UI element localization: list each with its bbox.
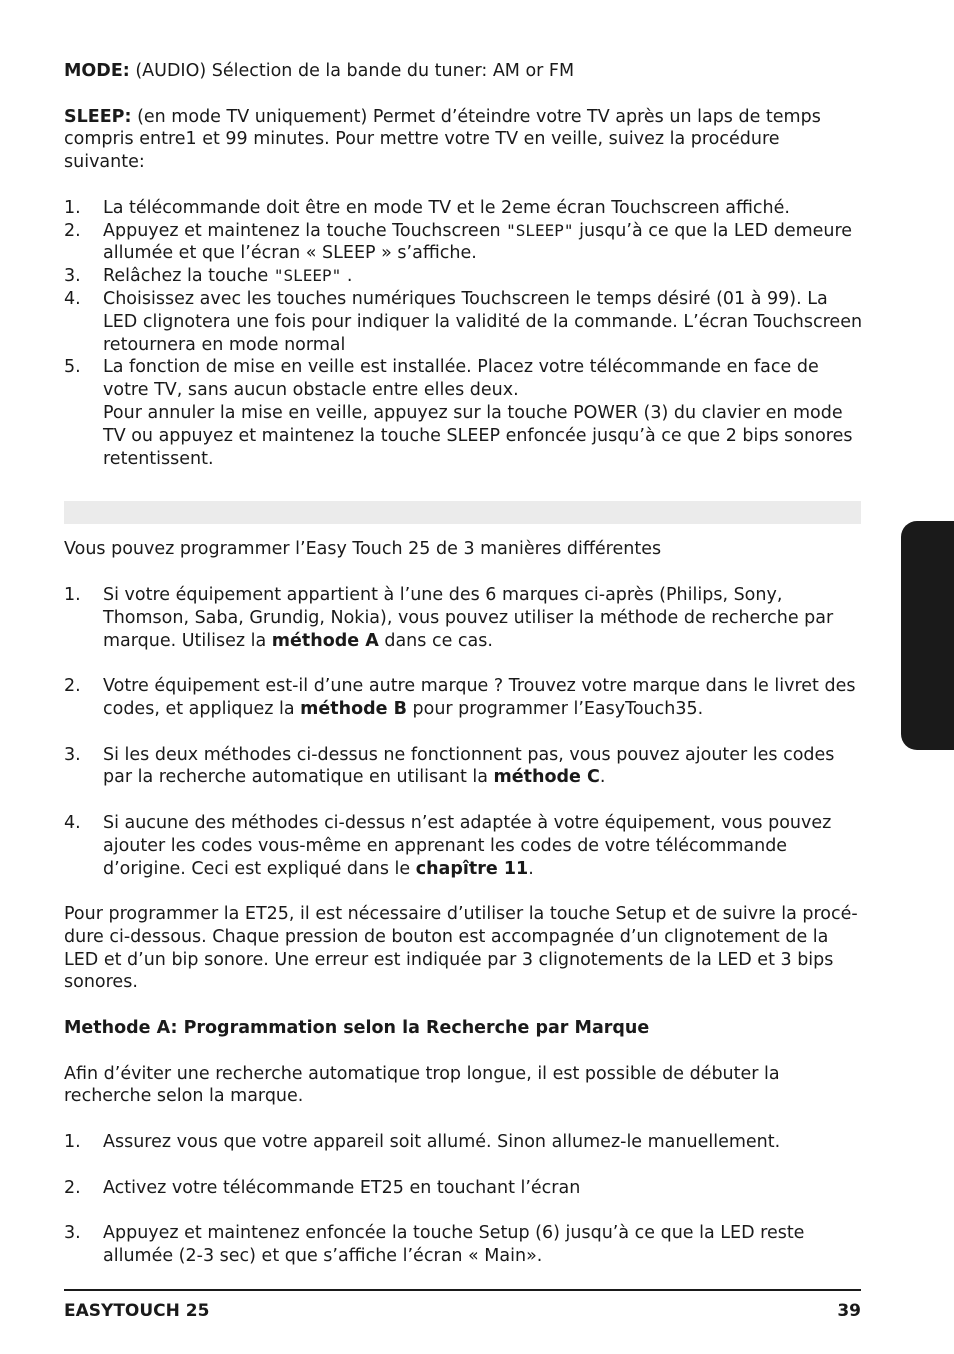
sleep-key-code: "SLEEP" <box>273 266 342 286</box>
list-number: 3. <box>64 266 81 287</box>
list-number: 3. <box>64 744 81 765</box>
list-number: 2. <box>64 676 81 697</box>
list-text: Appuyez et maintenez enfoncée la touche Setup (6) jusqu’à ce que la LED reste allumée (2-3 sec) et que s’affiche l’écran « Main». <box>103 1223 805 1267</box>
list-number: 2. <box>64 1177 81 1198</box>
chapter-side-tab <box>901 521 954 750</box>
list-text: . <box>599 767 606 788</box>
list-text: La télécommande doit être en mode TV et le 2eme écran Touchscreen affiché. <box>103 197 790 218</box>
list-text: La fonction de mise en veille est installée. Placez votre télécommande en face de votre TV, sans aucun obstacle entre elles deux. <box>103 357 819 401</box>
list-item <box>64 197 864 220</box>
list-text: Si les deux méthodes ci-dessus ne fonctionnent pas, vous pouvez ajouter les codes par la recherche automatique en utilisant la <box>103 744 835 788</box>
programming-intro: Vous pouvez programmer l’Easy Touch 25 de 3 manières différentes <box>64 539 662 560</box>
sleep-paragraph <box>64 106 864 174</box>
sleep-key-code: "SLEEP" <box>506 220 574 240</box>
list-item <box>64 584 864 652</box>
mode-text: (AUDIO) Sélection de la bande du tuner: AM or FM <box>129 61 575 81</box>
list-item <box>64 265 864 288</box>
list-text: . <box>528 858 534 879</box>
method-reference: méthode B <box>300 698 407 719</box>
sleep-steps-list <box>64 197 864 471</box>
method-a-heading-text: Methode A: Programmation selon la Recherche par Marque <box>64 1018 650 1039</box>
sleep-text: (en mode TV uniquement) Permet d’éteindre votre TV après un laps de temps compris entre1 et 99 minutes. Pour mettre votre TV en veille, suivez la procédure suivante: <box>64 106 821 173</box>
list-number: 5. <box>64 357 81 378</box>
programming-methods-list <box>64 584 864 880</box>
list-text: Assurez vous que votre appareil soit allumé. Sinon allumez-le manuellement. <box>103 1132 781 1153</box>
footer-product-name: EASYTOUCH 25 <box>64 1301 210 1321</box>
list-text: jusqu’à ce que la LED demeure allumée et que l’écran « SLEEP » s’affiche. <box>103 220 853 264</box>
section-divider-bar <box>64 501 861 524</box>
list-text: Relâchez la touche <box>103 266 274 287</box>
list-item <box>64 744 864 790</box>
list-item <box>64 1131 864 1154</box>
list-text: . <box>341 266 353 287</box>
mode-label: MODE: <box>64 61 130 81</box>
list-item <box>64 220 864 266</box>
footer-rule <box>64 1289 861 1291</box>
method-reference: méthode C <box>493 767 600 788</box>
cancel-sleep-text: Pour annuler la mise en veille, appuyez sur la touche POWER (3) du clavier en mode TV ou appuyez et maintenez la touche SLEEP enfoncée jusqu’à ce que 2 bips sonores retentissent. <box>103 402 853 469</box>
list-text: pour programmer l’EasyTouch35. <box>406 698 704 719</box>
list-text: Si aucune des méthodes ci-dessus n’est adaptée à votre équipement, vous pouvez ajouter les codes vous-même en apprenant les codes de votre télécommande d’origine. Ceci est expliqué dans le <box>103 812 832 879</box>
list-text: Activez votre télécommande ET25 en touchant l’écran <box>103 1177 581 1198</box>
list-item <box>64 1177 864 1200</box>
list-number: 4. <box>64 288 81 309</box>
list-item <box>64 812 864 880</box>
list-item <box>64 288 864 356</box>
list-item <box>64 675 864 721</box>
list-number: 3. <box>64 1223 81 1244</box>
setup-note: Pour programmer la ET25, il est nécessaire d’utiliser la touche Setup et de suivre la procé-dure ci-dessous. Chaque pression de bouton est accompagnée d’un clignotement de la LED et d’un bip sonore. Une erreur est indiquée par 3 clignotements de la LED et 3 bips sonores. <box>64 904 858 993</box>
list-text: Votre équipement est-il d’une autre marque ? Trouvez votre marque dans le livret des codes, et appliquez la <box>103 676 856 719</box>
mode-paragraph <box>64 60 864 83</box>
list-item <box>64 1222 864 1268</box>
list-number: 4. <box>64 812 81 833</box>
list-number: 2. <box>64 220 81 241</box>
page-content <box>64 60 864 1268</box>
method-a-steps-list <box>64 1131 864 1268</box>
footer-page-number: 39 <box>837 1301 861 1321</box>
list-text: Appuyez et maintenez la touche Touchscreen <box>103 220 507 241</box>
chapter-reference: chapître 11 <box>415 858 529 879</box>
method-a-intro: Afin d’éviter une recherche automatique trop longue, il est possible de débuter la recherche selon la marque. <box>64 1063 780 1107</box>
list-text: Si votre équipement appartient à l’une des 6 marques ci-après (Philips, Sony, Thomson, Saba, Grundig, Nokia), vous pouvez utiliser la méthode de recherche par marque. Utilisez la <box>103 584 834 651</box>
sleep-label: SLEEP: <box>64 106 132 127</box>
method-a-heading <box>64 1017 864 1040</box>
method-reference: méthode A <box>271 630 379 651</box>
list-item <box>64 356 864 470</box>
list-number: 1. <box>64 197 81 218</box>
list-text: dans ce cas. <box>378 630 493 651</box>
list-number: 1. <box>64 1132 81 1153</box>
list-text: Choisissez avec les touches numériques Touchscreen le temps désiré (01 à 99). La LED clignotera une fois pour indiquer la validité de la commande. L’écran Touchscreen retournera en mode normal <box>103 288 863 355</box>
list-number: 1. <box>64 584 81 605</box>
